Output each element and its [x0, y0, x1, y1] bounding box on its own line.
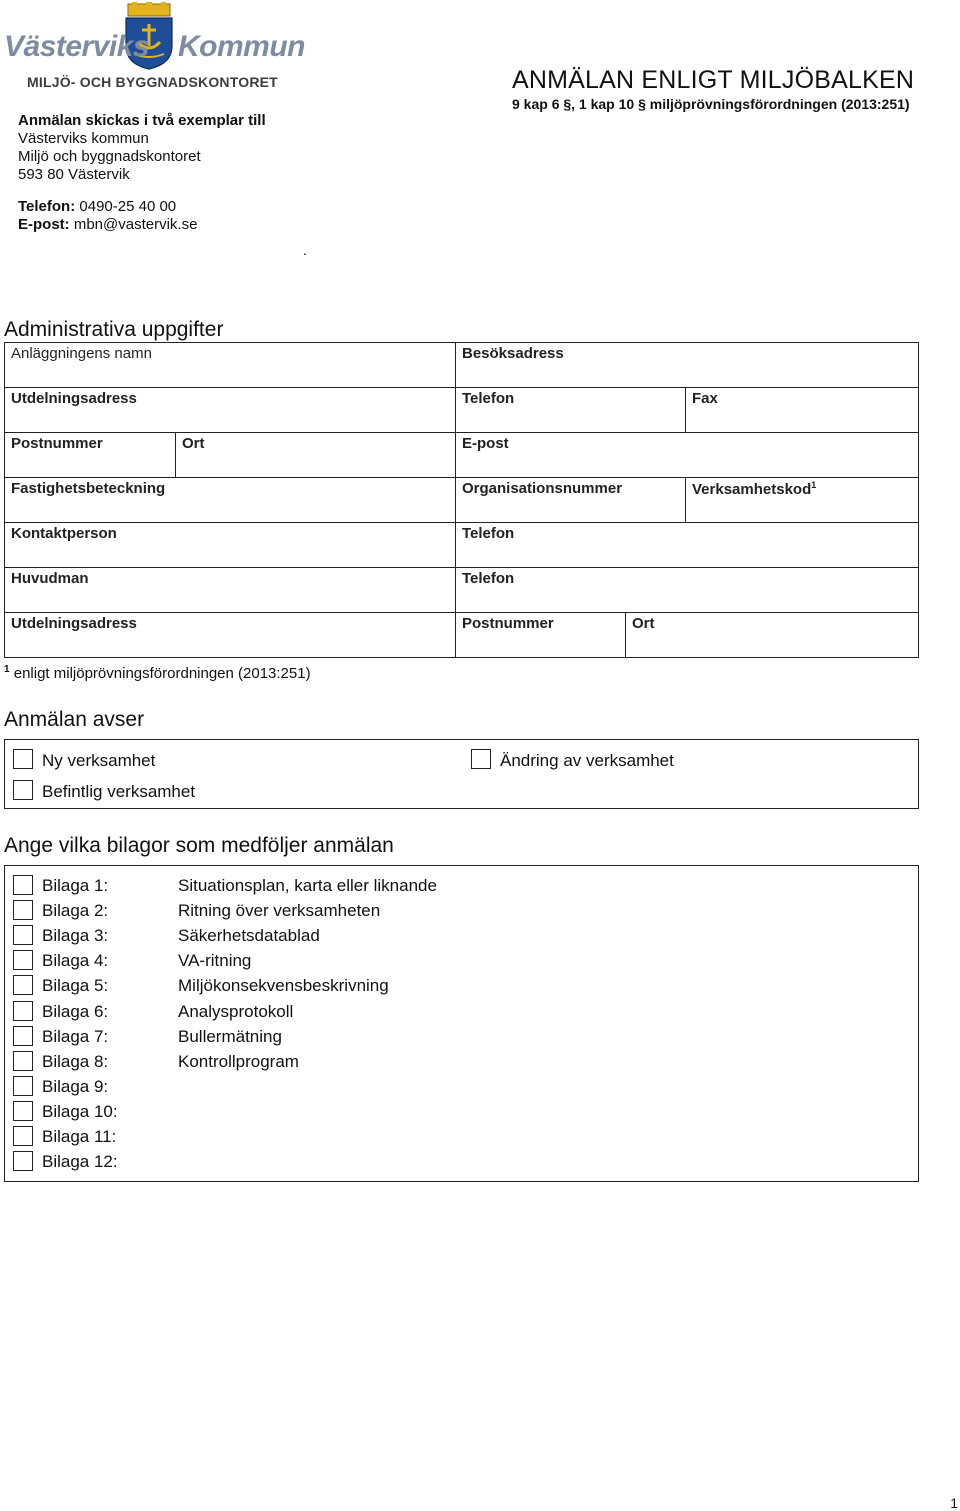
admin-row-7	[4, 613, 919, 658]
field-kontakt-telefon[interactable]	[455, 523, 918, 567]
admin-row-1	[4, 342, 919, 388]
field-huvudman[interactable]	[5, 568, 455, 612]
desc-bilaga-4: VA-ritning	[178, 951, 252, 971]
page-number: 1	[950, 1495, 958, 1511]
field-organisationsnummer[interactable]	[455, 478, 685, 522]
footnote-text: enligt miljöprövningsförordningen (2013:251)	[9, 665, 311, 682]
field-epost[interactable]	[455, 433, 918, 477]
checkbox-ny-verksamhet[interactable]	[13, 749, 33, 769]
label-andring-verksamhet: Ändring av verksamhet	[500, 751, 674, 770]
desc-bilaga-3: Säkerhetsdatablad	[178, 926, 320, 946]
desc-bilaga-6: Analysprotokoll	[178, 1001, 294, 1021]
phone-label: Telefon:	[18, 198, 76, 215]
label-bilaga-6: Bilaga 6:	[42, 1001, 109, 1021]
checkbox-bilaga-12[interactable]	[13, 1151, 33, 1171]
label-postnummer: Postnummer	[11, 435, 103, 452]
phone-value: 0490-25 40 00	[79, 198, 177, 215]
label-befintlig-verksamhet: Befintlig verksamhet	[42, 782, 196, 801]
checkbox-bilaga-4[interactable]	[13, 950, 33, 970]
admin-row-6	[4, 568, 919, 613]
sender-block	[18, 112, 266, 184]
logo-subtitle: MILJÖ- OCH BYGGNADSKONTORET	[27, 74, 278, 90]
sender-line2: Miljö och byggnadskontoret	[18, 148, 201, 165]
desc-bilaga-1: Situationsplan, karta eller liknande	[178, 876, 437, 895]
field-huvudman-utdelningsadress[interactable]	[5, 613, 455, 657]
footnote	[4, 664, 311, 682]
field-fax[interactable]	[685, 388, 918, 432]
contact-block	[18, 198, 197, 234]
field-utdelningsadress[interactable]	[5, 388, 455, 432]
label-organisationsnummer: Organisationsnummer	[462, 480, 623, 497]
label-huvudman-telefon: Telefon	[462, 570, 515, 587]
checkbox-bilaga-6[interactable]	[13, 1001, 33, 1021]
checkbox-bilaga-10[interactable]	[13, 1101, 33, 1121]
page-subtitle: 9 kap 6 §, 1 kap 10 § miljöprövningsförordningen (2013:251)	[512, 96, 910, 112]
checkbox-andring-verksamhet[interactable]	[471, 749, 491, 769]
field-fastighetsbeteckning[interactable]	[5, 478, 455, 522]
footnote-marker: 1	[4, 664, 10, 675]
field-telefon[interactable]	[455, 388, 685, 432]
anmalan-heading: Anmälan avser	[4, 708, 145, 731]
sender-intro: Anmälan skickas i två exemplar till	[18, 112, 266, 129]
email-label: E-post:	[18, 216, 70, 233]
label-huvudman: Huvudman	[11, 570, 89, 587]
label-bilaga-11: Bilaga 11:	[42, 1127, 117, 1146]
label-bilaga-12: Bilaga 12:	[42, 1152, 118, 1172]
desc-bilaga-8: Kontrollprogram	[178, 1051, 299, 1071]
field-kontaktperson[interactable]	[5, 523, 455, 567]
label-huvudman-postnummer: Postnummer	[462, 615, 554, 632]
logo-name-part1: Västerviks	[4, 30, 150, 63]
label-bilaga-2: Bilaga 2:	[42, 901, 109, 921]
label-bilaga-9: Bilaga 9:	[42, 1076, 109, 1096]
anmalan-box	[4, 739, 919, 809]
label-huvudman-ort: Ort	[632, 615, 655, 632]
label-bilaga-1: Bilaga 1:	[42, 876, 109, 895]
label-bilaga-10: Bilaga 10:	[42, 1101, 118, 1121]
admin-row-3	[4, 433, 919, 478]
sender-line1: Västerviks kommun	[18, 130, 149, 147]
admin-row-4	[4, 478, 919, 523]
field-ort[interactable]	[175, 433, 455, 477]
label-ort: Ort	[182, 435, 205, 452]
checkbox-bilaga-7[interactable]	[13, 1026, 33, 1046]
label-telefon: Telefon	[462, 390, 515, 407]
label-kontakt-telefon: Telefon	[462, 525, 515, 542]
verksamhetskod-text: Verksamhetskod	[692, 481, 812, 498]
logo-name-part2: Kommun	[178, 30, 305, 63]
label-bilaga-4: Bilaga 4:	[42, 951, 109, 971]
field-besoksadress[interactable]	[455, 343, 918, 387]
desc-bilaga-7: Bullermätning	[178, 1026, 282, 1046]
desc-bilaga-2: Ritning över verksamheten	[178, 901, 381, 921]
label-huvudman-utdelningsadress: Utdelningsadress	[11, 615, 137, 632]
label-besoksadress: Besöksadress	[462, 345, 564, 362]
bilagor-box	[4, 865, 919, 1182]
label-bilaga-3: Bilaga 3:	[42, 926, 109, 946]
page-title: ANMÄLAN ENLIGT MILJÖBALKEN	[512, 66, 915, 94]
email-value: mbn@vastervik.se	[73, 216, 198, 233]
checkbox-bilaga-1[interactable]	[13, 875, 33, 895]
admin-row-5	[4, 523, 919, 568]
sender-line3: 593 80 Västervik	[18, 166, 130, 183]
label-utdelningsadress: Utdelningsadress	[11, 390, 137, 407]
field-huvudman-telefon[interactable]	[455, 568, 918, 612]
label-bilaga-5: Bilaga 5:	[42, 976, 109, 996]
admin-heading: Administrativa uppgifter	[4, 318, 224, 341]
field-huvudman-postnummer[interactable]	[455, 613, 625, 657]
label-bilaga-8: Bilaga 8:	[42, 1051, 109, 1071]
field-huvudman-ort[interactable]	[625, 613, 918, 657]
field-postnummer[interactable]	[5, 433, 175, 477]
field-verksamhetskod[interactable]	[685, 478, 918, 522]
label-fax: Fax	[692, 390, 718, 407]
bilagor-heading: Ange vilka bilagor som medföljer anmälan	[4, 834, 394, 857]
checkbox-bilaga-3[interactable]	[13, 925, 33, 945]
label-bilaga-7: Bilaga 7:	[42, 1026, 109, 1046]
checkbox-bilaga-11[interactable]	[13, 1126, 33, 1146]
stray-dot: .	[303, 242, 307, 258]
desc-bilaga-5: Miljökonsekvensbeskrivning	[178, 976, 389, 996]
checkbox-bilaga-9[interactable]	[13, 1076, 33, 1096]
field-anlaggningens-namn[interactable]	[5, 343, 455, 387]
checkbox-bilaga-5[interactable]	[13, 975, 33, 995]
checkbox-bilaga-8[interactable]	[13, 1051, 33, 1071]
admin-row-2	[4, 388, 919, 433]
logo	[0, 0, 305, 100]
label-fastighetsbeteckning: Fastighetsbeteckning	[11, 480, 166, 497]
label-verksamhetskod	[692, 480, 816, 498]
checkbox-befintlig-verksamhet[interactable]	[13, 780, 33, 800]
label-epost: E-post	[462, 435, 509, 452]
checkbox-bilaga-2[interactable]	[13, 900, 33, 920]
label-ny-verksamhet: Ny verksamhet	[42, 751, 156, 770]
verksamhetskod-sup: 1	[811, 480, 817, 490]
label-kontaktperson: Kontaktperson	[11, 525, 117, 542]
label-anlaggningens-namn: Anläggningens namn	[11, 345, 152, 362]
